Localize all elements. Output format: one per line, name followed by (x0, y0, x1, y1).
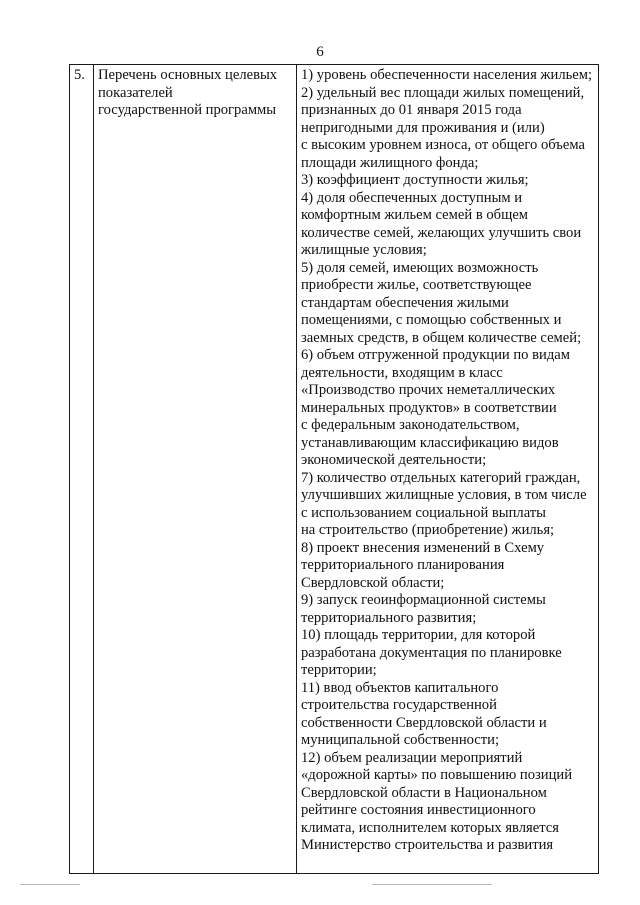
indicator-line: 12) объем реализации мероприятий (301, 749, 523, 766)
indicator-line: с федеральным законодательством, (301, 417, 520, 433)
indicator-line: строительства государственной (301, 697, 497, 713)
indicator-line: 10) площадь территории, для которой (301, 627, 536, 643)
indicator-line: 8) проект внесения изменений в Схему (301, 539, 545, 556)
indicator-line: заемных средств, в общем количестве семей; (301, 329, 582, 346)
indicator-line: 1) уровень обеспеченности населения жильем; (301, 67, 593, 83)
scan-artifact (20, 884, 80, 885)
indicator-line: 6) объем отгруженной продукции по видам (301, 347, 570, 363)
page-number: 6 (316, 44, 324, 60)
indicator-line: 4) доля обеспеченных доступным и (301, 189, 523, 206)
table-row (70, 65, 599, 874)
row-number-cell (70, 65, 94, 874)
indicator-line: площади жилищного фонда; (301, 154, 479, 171)
indicator-line: собственности Свердловской области и (301, 714, 547, 731)
indicator-line: рейтинге состояния инвестиционного (301, 802, 536, 818)
indicator-line: Свердловской области; (301, 574, 445, 591)
indicator-line: муниципальной собственности; (301, 732, 500, 748)
indicator-line: «дорожной карты» по повышению позиций (301, 767, 573, 783)
indicator-line: помещениями, с помощью собственных и (301, 312, 562, 328)
indicator-line: 5) доля семей, имеющих возможность (301, 259, 539, 276)
indicator-line: жилищные условия; (301, 242, 427, 258)
indicator-line: признанных до 01 января 2015 года (301, 102, 522, 118)
indicator-line: с высоким уровнем износа, от общего объема (301, 137, 585, 153)
indicator-line: с использованием социальной выплаты (301, 504, 546, 521)
row-number: 5. (74, 67, 85, 83)
indicator-line: 11) ввод объектов капитального (301, 679, 499, 696)
indicator-line: Министерство строительства и развития (301, 837, 554, 853)
indicator-line: территориального развития; (301, 609, 477, 626)
indicator-line: количестве семей, желающих улучшить свои (301, 224, 582, 241)
indicator-line: территории; (301, 662, 377, 678)
indicator-line: комфортным жильем семей в общем (301, 207, 529, 223)
indicator-line: 7) количество отдельных категорий граждан, (301, 469, 581, 486)
indicator-line: минеральных продуктов» в соответствии (301, 399, 557, 416)
row-title-line: Перечень основных целевых (98, 67, 278, 83)
row-title-cell (94, 65, 297, 874)
indicator-line: устанавливающим классификацию видов (301, 434, 559, 451)
row-title-line: показателей (98, 84, 173, 101)
indicator-line: «Производство прочих неметаллических (301, 382, 556, 398)
indicator-line: климата, исполнителем которых является (301, 819, 559, 836)
indicator-line: улучшивших жилищные условия, в том числе (301, 487, 587, 503)
indicator-line: 3) коэффициент доступности жилья; (301, 172, 529, 188)
indicator-line: территориального планирования (301, 557, 505, 573)
indicator-line: 2) удельный вес площади жилых помещений, (301, 84, 585, 101)
indicator-line: приобрести жилье, соответствующее (301, 277, 532, 293)
program-passport-table (69, 64, 599, 874)
indicators-list-cell (297, 65, 599, 874)
indicator-line: на строительство (приобретение) жилья; (301, 522, 555, 538)
indicator-line: 9) запуск геоинформационной системы (301, 592, 546, 608)
row-title-line: государственной программы (98, 102, 277, 118)
indicator-line: Свердловской области в Национальном (301, 784, 547, 801)
indicator-line: деятельности, входящим в класс (301, 364, 503, 381)
indicators-list (301, 67, 596, 855)
indicator-line: непригодными для проживания и (или) (301, 119, 545, 136)
scan-artifact (372, 884, 492, 885)
indicator-line: разработана документация по планировке (301, 644, 562, 661)
indicator-line: экономической деятельности; (301, 452, 487, 468)
indicator-line: стандартам обеспечения жилыми (301, 294, 509, 311)
